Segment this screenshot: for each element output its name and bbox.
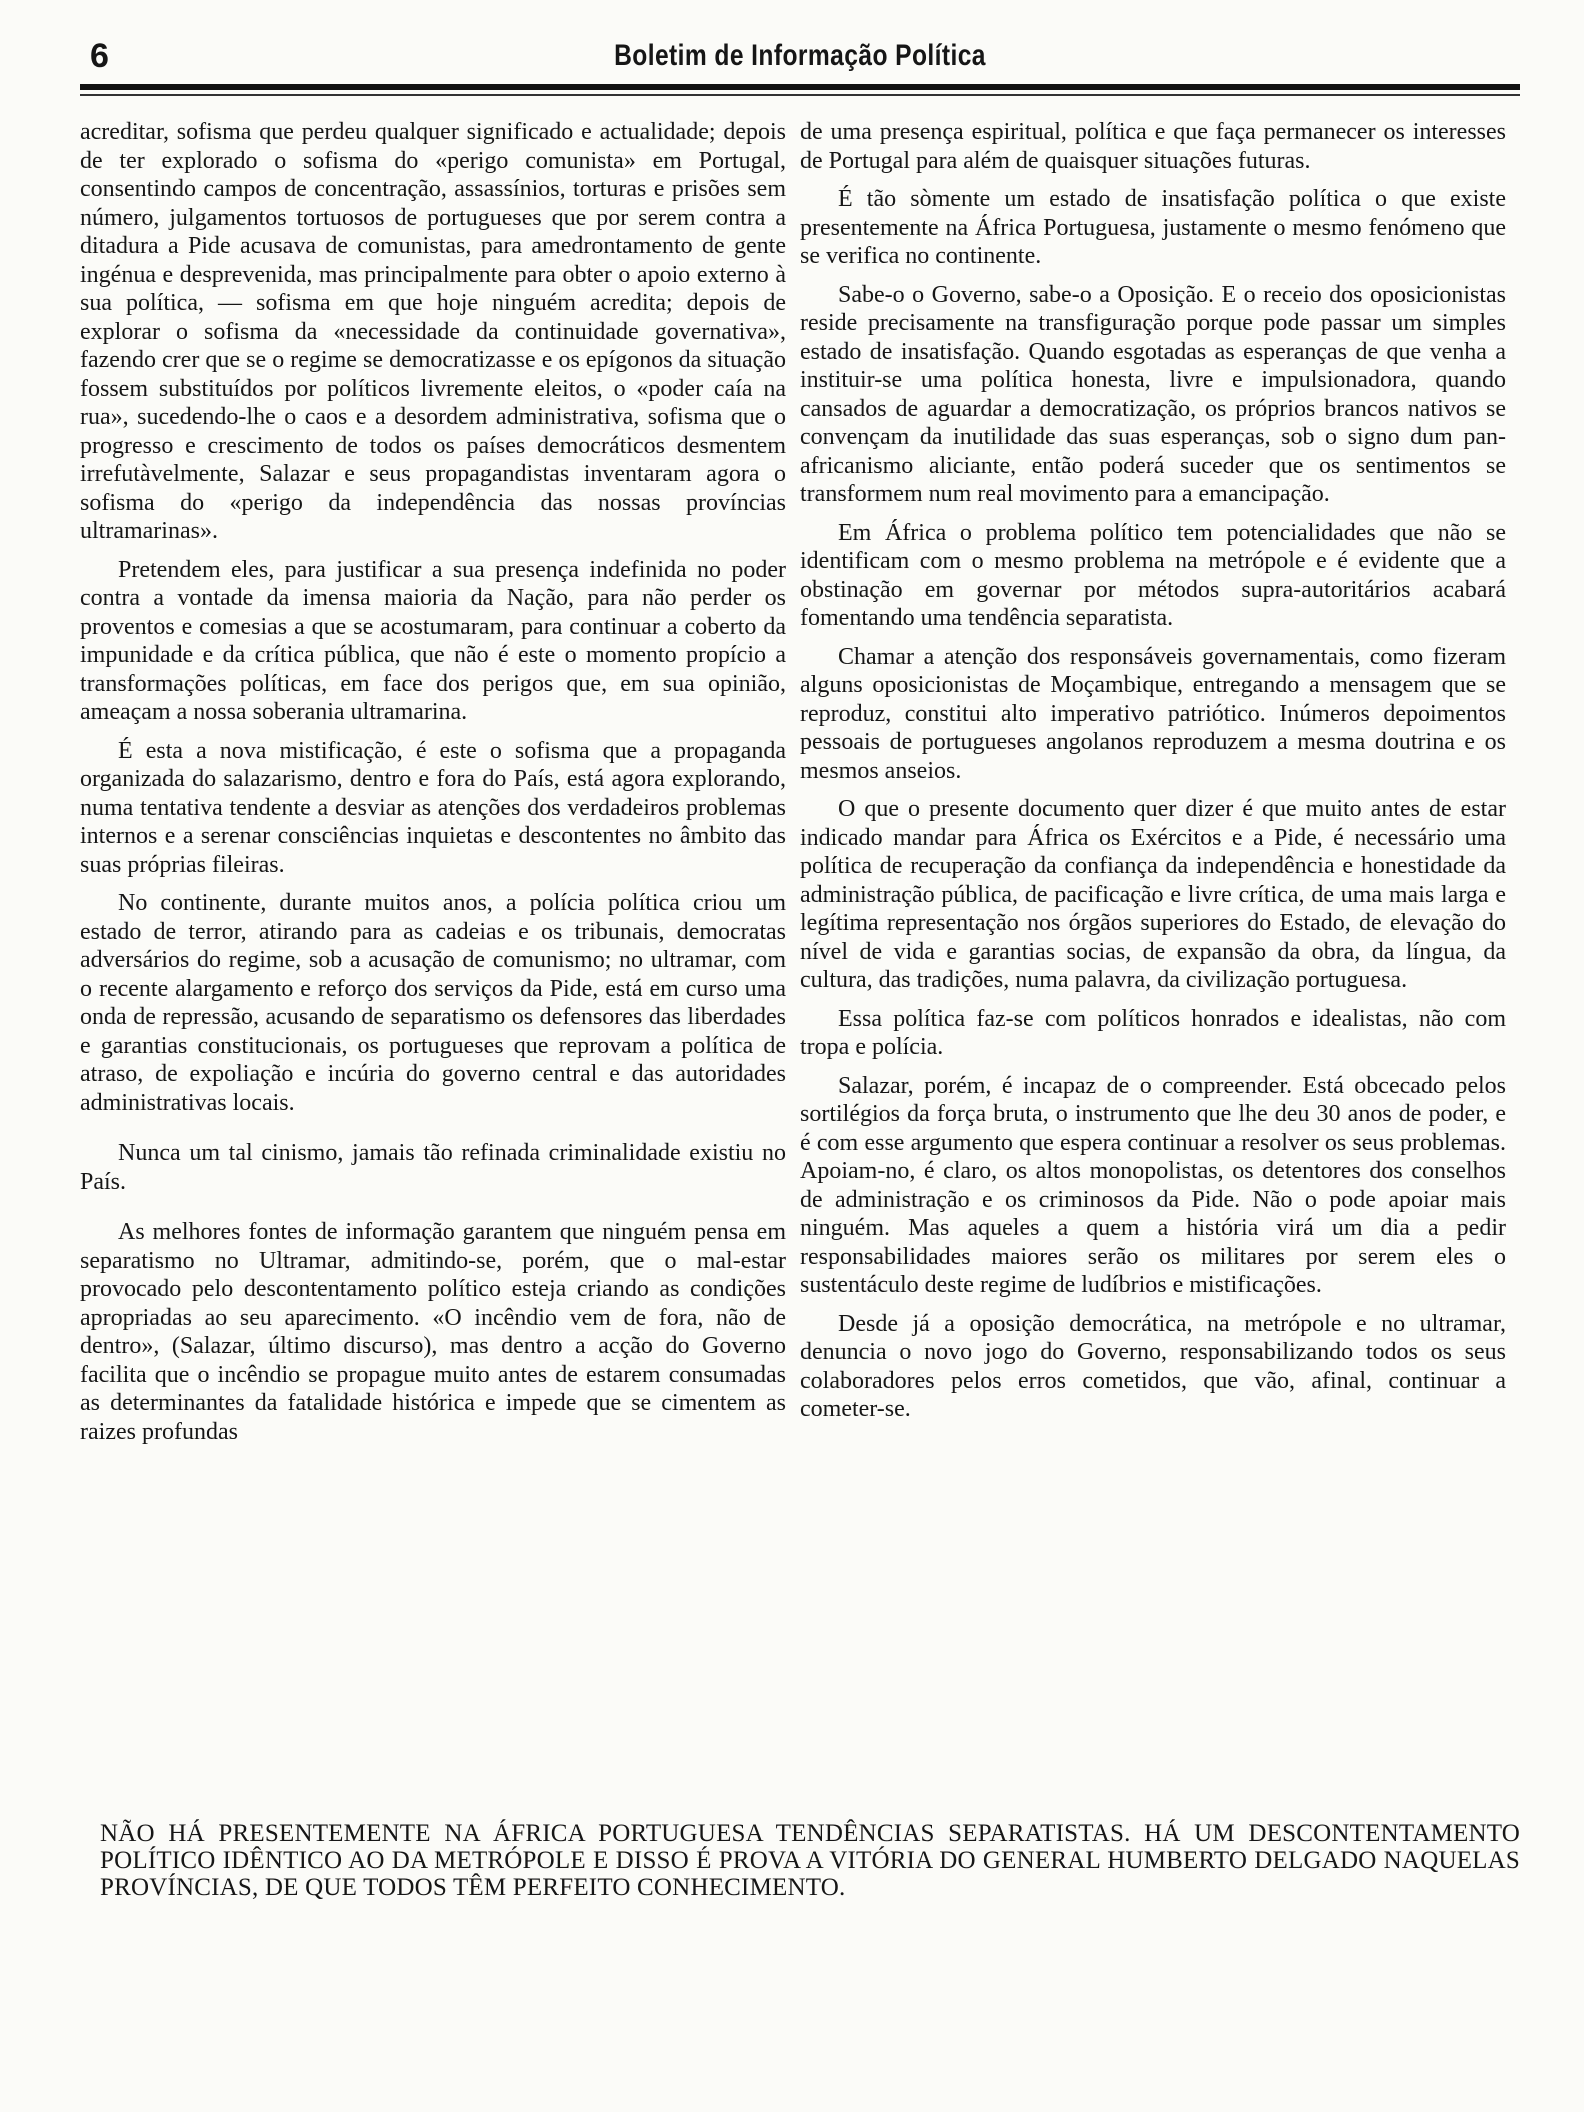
- paragraph: As melhores fontes de informação garantem que ninguém pensa em separatismo no Ultramar, admitindo-se, porém, que o mal-estar provocado pelo descontentamento político esteja criando as condições apropriadas ao seu aparecimento. «O incêndio vem de fora, não de dentro», (Salazar, último discurso), mas dentro a acção do Governo facilita que o incêndio se propague muito antes de estarem consumadas as determinantes da fatalidade histórica e impede que se cimentem as raizes profundas: [80, 1219, 786, 1445]
- paragraph: Salazar, porém, é incapaz de o compreender. Está obcecado pelos sortilégios da força bruta, o instrumento que lhe deu 30 anos de poder, e é com esse argumento que espera continuar a resolver os seus problemas. Apoiam-no, é claro, os altos monopolistas, os detentores dos conselhos de administração e os criminosos da Pide. Não o pode apoiar mais ninguém. Mas aqueles a quem a história virá um dia a pedir responsabilidades maiores serão os militares por serem eles o sustentáculo deste regime de ludíbrios e mistificações.: [800, 1072, 1506, 1298]
- paragraph: Em África o problema político tem potencialidades que não se identificam com o mesmo problema na metrópole e é evidente que a obstinação em governar por métodos supra-autoritários acabará fomentando uma tendência separatista.: [800, 519, 1506, 631]
- closing-statement: NÃO HÁ PRESENTEMENTE NA ÁFRICA PORTUGUESA TENDÊNCIAS SEPARATISTAS. HÁ UM DESCONTENTAMENTO POLÍTICO IDÊNTICO AO DA METRÓPOLE E DISSO É PROVA A VITÓRIA DO GENERAL HUMBERTO DELGADO NAQUELAS PROVÍNCIAS, DE QUE TODOS TÊM PERFEITO CONHECIMENTO.: [100, 1820, 1520, 1901]
- page-header: [80, 28, 1520, 88]
- left-column: [80, 118, 786, 1456]
- paragraph: O que o presente documento quer dizer é que muito antes de estar indicado mandar para África os Exércitos e a Pide, é necessário uma política de recuperação da confiança da independência e honestidade da administração pública, de pacificação e livre crítica, de uma mais larga e legítima representação nos órgãos superiores do Estado, de elevação do nível de vida e garantias socias, de expansão da obra, da língua, da cultura, das tradições, numa palavra, da civilização portuguesa.: [800, 796, 1506, 993]
- paragraph: de uma presença espiritual, política e que faça permanecer os interesses de Portugal para além de quaisquer situações futuras.: [800, 119, 1506, 174]
- paragraph: acreditar, sofisma que perdeu qualquer significado e actualidade; depois de ter explorado o sofisma do «perigo comunista» em Portugal, consentindo campos de concentração, assassínios, torturas e prisões sem número, julgamentos tortuosos de portugueses que por serem contra a ditadura a Pide acusava de comunistas, para amedrontamento de gente ingénua e desprevenida, mas principalmente para obter o apoio externo à sua política, — sofisma em que hoje ninguém acredita; depois de explorar o sofisma da «necessidade da continuidade governativa», fazendo crer que se o regime se democratizasse e os epígonos da situação fossem substituídos por políticos livremente eleitos, o «poder caía na rua», sucedendo-lhe o caos e a desordem administrativa, sofisma que o progresso e crescimento de todos os países democráticos desmentem irrefutàvelmente, Salazar e seus propagandistas inventaram agora o sofisma do «perigo da independência das nossas províncias ultramarinas».: [80, 119, 786, 544]
- paragraph: No continente, durante muitos anos, a polícia política criou um estado de terror, atirando para as cadeias e os tribunais, democratas adversários do regime, sob a acusação de comunismo; no ultramar, com o recente alargamento e reforço dos serviços da Pide, está em curso uma onda de repressão, acusando de separatismo os defensores das liberdades e garantias constitucionais, os portugueses que reprovam a política de atraso, de expoliação e incúria do governo central e das autoridades administrativas locais.: [80, 890, 786, 1116]
- paragraph: Desde já a oposição democrática, na metrópole e no ultramar, denuncia o novo jogo do Governo, responsabilizando todos os seus colaboradores pelos erros cometidos, que vão, afinal, continuar a cometer-se.: [800, 1310, 1506, 1422]
- paragraph: Pretendem eles, para justificar a sua presença indefinida no poder contra a vontade da imensa maioria da Nação, para não perder os proventos e comesias a que se acostumaram, para continuar a coberto da impunidade e da crítica pública, que não é este o momento propício a transformações políticas, em face dos perigos que, em sua opinião, ameaçam a nossa soberania ultramarina.: [80, 556, 786, 725]
- right-column: [800, 118, 1506, 1434]
- running-title: Boletim de Informação Política: [614, 39, 986, 72]
- paragraph: Nunca um tal cinismo, jamais tão refinada criminalidade existiu no País.: [80, 1140, 786, 1195]
- paragraph: É esta a nova mistificação, é este o sofisma que a propaganda organizada do salazarismo, dentro e fora do País, está agora explorando, numa tentativa tendente a desviar as atenções dos verdadeiros problemas internos e a serenar consciências inquietas e descontentes no âmbito das suas próprias fileiras.: [80, 737, 786, 878]
- paragraph: Essa política faz-se com políticos honrados e idealistas, não com tropa e polícia.: [800, 1005, 1506, 1060]
- header-rule-thick: [80, 84, 1520, 90]
- page-number: 6: [90, 37, 109, 75]
- paragraph: Sabe-o o Governo, sabe-o a Oposição. E o receio dos oposicionistas reside precisamente na transfiguração porque pode passar um simples estado de insatisfação. Quando esgotadas as esperanças de que venha a instituir-se uma política honesta, livre e impulsionadora, quando cansados de aguardar a democratização, os próprios brancos nativos se convençam da inutilidade das suas esperanças, sob o signo dum pan-africanismo aliciante, então poderá suceder que os sentimentos se transformem num real movimento para a emancipação.: [800, 281, 1506, 507]
- paragraph: Chamar a atenção dos responsáveis governamentais, como fizeram alguns oposicionistas de Moçambique, entregando a mensagem que se reproduz, constitui alto imperativo patriótico. Inúmeros depoimentos pessoais de portugueses angolanos reproduzem a mesma doutrina e os mesmos anseios.: [800, 643, 1506, 784]
- paragraph: É tão sòmente um estado de insatisfação política o que existe presentemente na África Portuguesa, justamente o mesmo fenómeno que se verifica no continente.: [800, 186, 1506, 269]
- header-rule-thin: [80, 94, 1520, 96]
